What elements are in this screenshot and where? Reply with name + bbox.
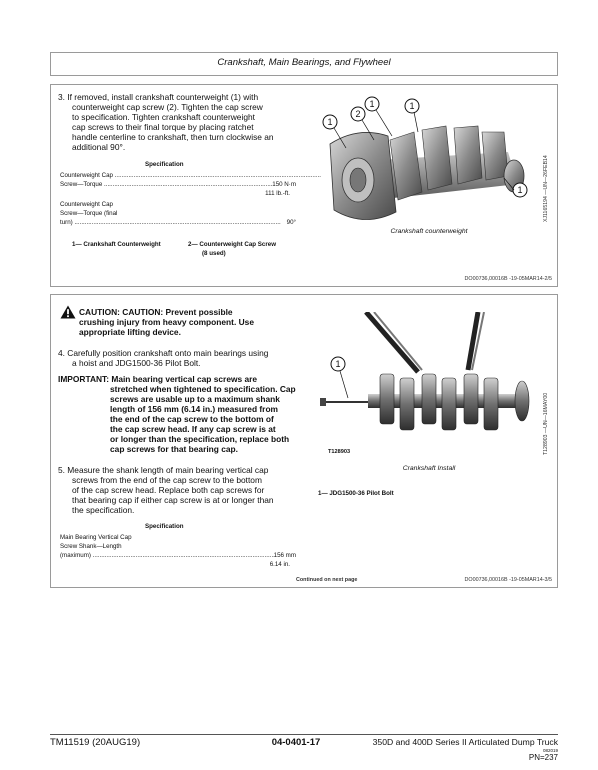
figure-side-code: T128903 —UN—16MAY00 [543, 392, 549, 455]
caution-text: CAUTION: CAUTION: Prevent possible crushing injury from heavy component. Use appropriate lifting device. [79, 307, 254, 337]
important-text: IMPORTANT: Main bearing vertical cap screws are stretched when tightened to specification. Cap screws are usable up to a maximum shank length of 156 mm (6.14 in.) measured from the end of the cap screw to the bottom of the cap screw head. If any cap screw is at or longer than the specification, replace both cap screws for that bearing cap. [58, 374, 296, 454]
spec-row: Screw Shank—Length [60, 543, 122, 550]
footer-date-code: 082019 [542, 748, 558, 753]
spec-table [60, 533, 296, 569]
footer-divider [50, 734, 558, 735]
step-3-line: to specification. Tighten crankshaft counterweight [72, 112, 255, 122]
step-3-line: 3. If removed, install crankshaft counterweight (1) with [58, 92, 259, 102]
spec-row: 6.14 in. [269, 561, 290, 568]
step-3-text [58, 92, 308, 152]
crankshaft-counterweight-figure [318, 92, 540, 230]
legend-item-2: 2— Counterweight Cap Screw (8 used) [188, 241, 277, 257]
callout-label: 1 [409, 101, 415, 111]
callout-label: 1 [335, 359, 341, 369]
figure-caption: Crankshaft Install [402, 465, 456, 472]
figure-caption: Crankshaft counterweight [390, 228, 468, 235]
crankshaft-install-figure [318, 312, 540, 462]
figure-side-code: XJ1165194 —UN—26FEB14 [543, 155, 549, 222]
callout-label: 1 [517, 185, 523, 195]
spec-row: Counterweight Cap [60, 201, 113, 208]
spec-row: 111 lb.-ft. [265, 190, 290, 197]
callout-label: 1 [369, 99, 375, 109]
spec-row: Screw—Torque ..... 150 N·m [60, 180, 296, 189]
step-3-line: handle centerline to crankshaft, then turn clockwise an [72, 132, 274, 142]
footer-page-number: PN=237 [528, 753, 558, 762]
footer-machine-title: 350D and 400D Series II Articulated Dump Truck [372, 737, 558, 747]
page-section-title: Crankshaft, Main Bearings, and Flywheel [217, 57, 391, 68]
footer-page-code: 04-0401-17 [271, 737, 321, 748]
caution-warning-icon [60, 305, 76, 319]
step-3-line: counterweight cap screw (2). Tighten the cap screw [72, 102, 263, 112]
continued-note: Continued on next page [296, 577, 358, 583]
callout-label: 1 [327, 117, 333, 127]
spec-row: Screw—Torque (final [60, 210, 118, 217]
reference-code: DO00736,00016B -19-05MAR14-2/5 [464, 276, 552, 282]
callout-label: 2 [355, 109, 361, 119]
step-3-line: additional 90°. [72, 142, 126, 152]
footer-manual-id: TM11519 (20AUG19) [50, 737, 141, 748]
spec-row: turn) ..... 90° [60, 218, 296, 227]
spec-table [60, 171, 296, 227]
step-4-text: 4. Carefully position crankshaft onto main bearings using a hoist and JDG1500-36 Pilot Bolt. [58, 348, 269, 368]
step-5-text: 5. Measure the shank length of main bearing vertical cap screws from the end of the cap screw to the bottom of the cap screw head. Replace both cap screws for that bearing cap if either cap screw is at or longer than the specification. [58, 465, 274, 515]
step-3-line: cap screws to their final torque by placing ratchet [72, 122, 254, 132]
spec-row: Counterweight Cap ..... [60, 171, 296, 180]
spec-title: Specification [145, 523, 184, 530]
spec-title: Specification [145, 161, 184, 168]
legend-item-1: 1— JDG1500-36 Pilot Bolt [318, 490, 394, 497]
spec-row: Main Bearing Vertical Cap [60, 534, 132, 541]
legend-item-1: 1— Crankshaft Counterweight [72, 241, 161, 248]
reference-code: DO00736,00016B -19-05MAR14-3/5 [464, 577, 552, 583]
spec-row: (maximum) ..... 156 mm [60, 551, 296, 560]
figure-label: T128903 [328, 449, 351, 455]
